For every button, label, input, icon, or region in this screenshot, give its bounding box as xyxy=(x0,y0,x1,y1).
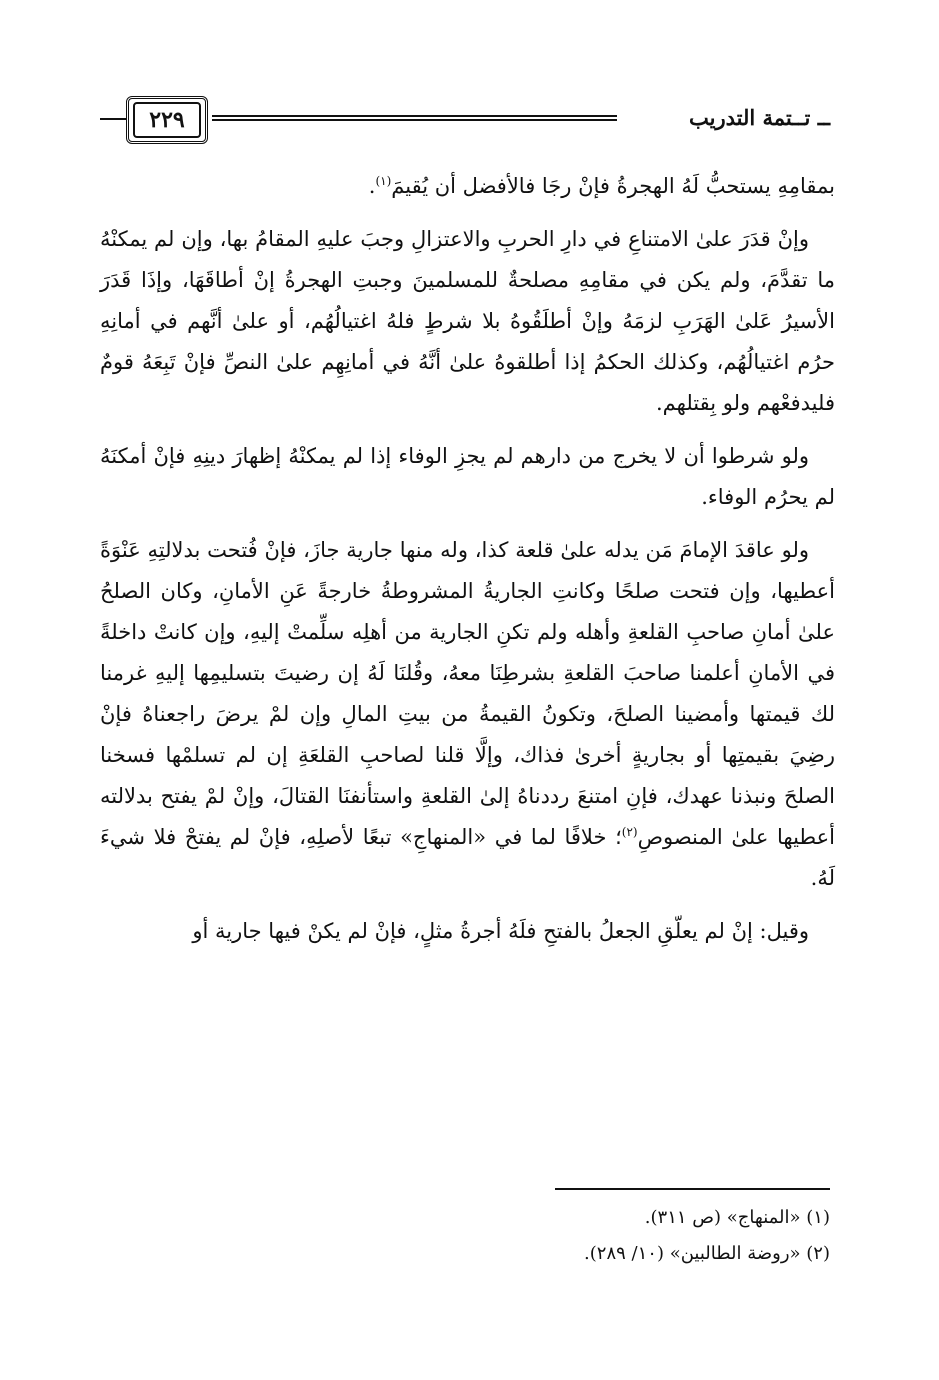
paragraph-5: وقيل: إنْ لم يعلّقِ الجعلُ بالفتحِ فلَهُ أجرةُ مثلٍ، فإنْ لم يكنْ فيها جارية أو xyxy=(192,919,809,943)
paragraph-1-text: بمقامِهِ يستحبُّ لَهُ الهجرةُ فإنْ رجَا فالأفضل أن يُقيمَ xyxy=(391,174,835,198)
page-number-frame xyxy=(126,96,208,144)
running-title: ــ تــتمة التدريب xyxy=(688,105,830,130)
paragraph-4-end: ؛ خلافًا لما في «المنهاجِ» تبعًا لأصلِهِ، فإنْ لم يفتحْ فلا شيءَ لَهُ. xyxy=(100,825,835,890)
footnote-1: (١) «المنهاج» (ص ٣١١). xyxy=(644,1207,830,1228)
footnotes xyxy=(400,1200,830,1272)
footnote-ref-1: (١) xyxy=(375,174,392,188)
paragraph-1 xyxy=(100,166,835,207)
paragraph-4 xyxy=(100,530,835,899)
footnote-separator xyxy=(555,1188,830,1190)
paragraph-3: ولو شرطوا أن لا يخرج من دارهم لم يجزِ الوفاء إذا لم يمكنْهُ إظهارَ دينِهِ فإنْ أمكنَهُ لم يحرُم الوفاء. xyxy=(100,444,835,509)
page-header xyxy=(100,86,830,158)
paragraph-1-end: . xyxy=(368,174,376,198)
paragraph-2: وإنْ قدَرَ علىٰ الامتناعِ في دارِ الحربِ والاعتزالِ وجبَ عليهِ المقامُ بها، وإن لم يمكنْهُ ما تقدَّمَ، ولم يكن في مقامِهِ مصلحةٌ للمسلمينَ وجبتِ الهجرةُ إنْ أطاقَهَا، وإذَا قَدَرَ الأسيرُ عَلىٰ الهَرَبِ لزمَهُ وإنْ أطلَقُوهُ بلا شرطٍ فلهُ اغتيالُهُم، أو علىٰ أنَّهم في أمانِهِ حرُم اغتيالُهُم، وكذلك الحكمُ إذا أطلقوهُ علىٰ أنَّهُ في أمانِهِم علىٰ النصِّ فإنْ تَبِعَهُ قومٌ فليدفعْهم ولو بِقتلهم. xyxy=(100,227,835,415)
header-rule-double xyxy=(212,115,617,121)
page-number: ٢٢٩ xyxy=(133,102,201,138)
main-text xyxy=(100,166,835,964)
footnote-2: (٢) «روضة الطالبين» (١٠/ ٢٨٩). xyxy=(584,1243,830,1264)
paragraph-4-text: ولو عاقدَ الإمامَ مَن يدله علىٰ قلعة كذا، وله منها جارية جازَ، فإنْ فُتحت بدلالتِهِ عَنْوَةً أعطيها، وإن فتحت صلحًا وكانتِ الجاريةُ المشروطةُ خارجةً عَنِ الأمانِ، وكان الصلحُ علىٰ أمانِ صاحبِ القلعةِ وأهله ولم تكنِ الجارية من أهلِه سلِّمتْ إليهِ، وإن كانتْ داخلةً في الأمانِ أعلمنا صاحبَ القلعةِ بشرطِنَا معهُ، وقُلنَا لَهُ إن رضيتَ بتسليمِها إليهِ غرمنا لك قيمتها وأمضينا الصلحَ، وتكونُ القيمةُ من بيتِ المالِ وإن لمْ يرضَ راجعناهُ فإنْ رضِيَ بقيمتِها أو بجاريةٍ أخرىٰ فذاك، وإلَّا قلنا لصاحبِ القلعَةِ إن لم تسلمْها فسخنا الصلحَ ونبذنا عهدك، فإنِ امتنعَ رددناهُ إلىٰ القلعةِ واستأنفنَا القتالَ، وإنْ لمْ يفتح بدلالته أعطيها علىٰ المنصوصِ xyxy=(100,538,836,849)
header-rule-left xyxy=(100,118,126,120)
footnote-ref-2: (٢) xyxy=(621,825,638,839)
